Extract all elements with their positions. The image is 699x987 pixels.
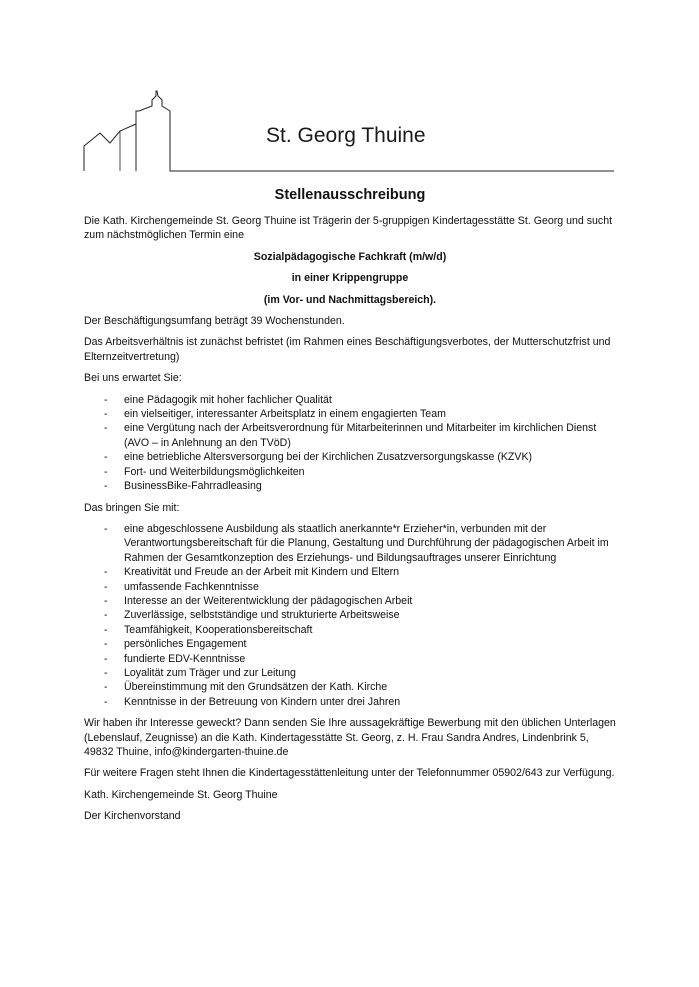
signature-parish: Kath. Kirchengemeinde St. Georg Thuine [84, 788, 278, 801]
contact-paragraph: Für weitere Fragen steht Ihnen die Kindertagesstättenleitung unter der Telefonnummer 05902/643 zur Verfügung. [84, 767, 615, 780]
list-item: - persönliches Engagement [84, 637, 616, 651]
list-item: - ein vielseitiger, interessanter Arbeitsplatz in einem engagierten Team [84, 407, 616, 421]
requirements-list [84, 522, 616, 709]
church-outline-icon [0, 0, 699, 180]
position-time: (im Vor- und Nachmittagsbereich). [263, 293, 437, 306]
application-paragraph: Wir haben ihr Interesse geweckt? Dann senden Sie Ihre aussagekräftige Bewerbung mit den üblichen Unterlagen (Lebenslauf, Zeugnisse) an die Kath. Kindertagesstätte St. Georg, z. H. Frau Sandra Andres, Lindenbrink 5, 49832 Thuine, info@kindergarten-thuine.de [84, 717, 616, 758]
page-title: Stellenausschreibung [274, 187, 426, 203]
list-item: - Interesse an der Weiterentwicklung der pädagogischen Arbeit [84, 594, 616, 608]
list-item: - fundierte EDV-Kenntnisse [84, 652, 616, 666]
scope-paragraph: Der Beschäftigungsumfang beträgt 39 Wochenstunden. [84, 315, 345, 328]
list-item: - Teamfähigkeit, Kooperationsbereitschaft [84, 623, 616, 637]
org-name: St. Georg Thuine [266, 124, 426, 147]
list-item: - eine abgeschlossene Ausbildung als staatlich anerkannte*r Erzieher*in, verbunden mit der Verantwortungsbereitschaft für die Planung, Gestaltung und Durchführung der pädagogischen Arbeit im Rahmen der Gesamtkonzeption des Erziehungs- und Bildungsauftrages unserer Einrichtung [84, 522, 616, 565]
position-group: in einer Krippengruppe [291, 272, 409, 285]
offer-heading: Bei uns erwartet Sie: [84, 372, 182, 385]
list-item: - umfassende Fachkenntnisse [84, 580, 616, 594]
offer-list [84, 393, 616, 494]
contract-paragraph: Das Arbeitsverhältnis ist zunächst befristet (im Rahmen eines Beschäftigungsverbotes, der Mutterschutzfrist und Elternzeitvertretung) [84, 336, 611, 363]
list-item: - Zuverlässige, selbstständige und strukturierte Arbeitsweise [84, 608, 616, 622]
letterhead [0, 0, 699, 180]
list-item: - Übereinstimmung mit den Grundsätzen der Kath. Kirche [84, 680, 616, 694]
list-item: - Kreativität und Freude an der Arbeit mit Kindern und Eltern [84, 565, 616, 579]
list-item: - Kenntnisse in der Betreuung von Kindern unter drei Jahren [84, 695, 616, 709]
intro-paragraph: Die Kath. Kirchengemeinde St. Georg Thuine ist Trägerin der 5-gruppigen Kindertagesstätte St. Georg und sucht zum nächstmöglichen Termin eine [84, 215, 613, 242]
list-item: - eine Vergütung nach der Arbeitsverordnung für Mitarbeiterinnen und Mitarbeiter im kirchlichen Dienst (AVO – in Anlehnung an den TVöD) [84, 421, 616, 450]
position-title: Sozialpädagogische Fachkraft (m/w/d) [253, 250, 447, 263]
list-item: - Loyalität zum Träger und zur Leitung [84, 666, 616, 680]
list-item: - eine betriebliche Altersversorgung bei der Kirchlichen Zusatzversorgungskasse (KZVK) [84, 450, 616, 464]
document-body [84, 186, 616, 831]
requirements-heading: Das bringen Sie mit: [84, 501, 180, 514]
signature-board: Der Kirchenvorstand [84, 810, 181, 823]
list-item: - BusinessBike-Fahrradleasing [84, 479, 616, 493]
list-item: - Fort- und Weiterbildungsmöglichkeiten [84, 465, 616, 479]
list-item: - eine Pädagogik mit hoher fachlicher Qualität [84, 393, 616, 407]
